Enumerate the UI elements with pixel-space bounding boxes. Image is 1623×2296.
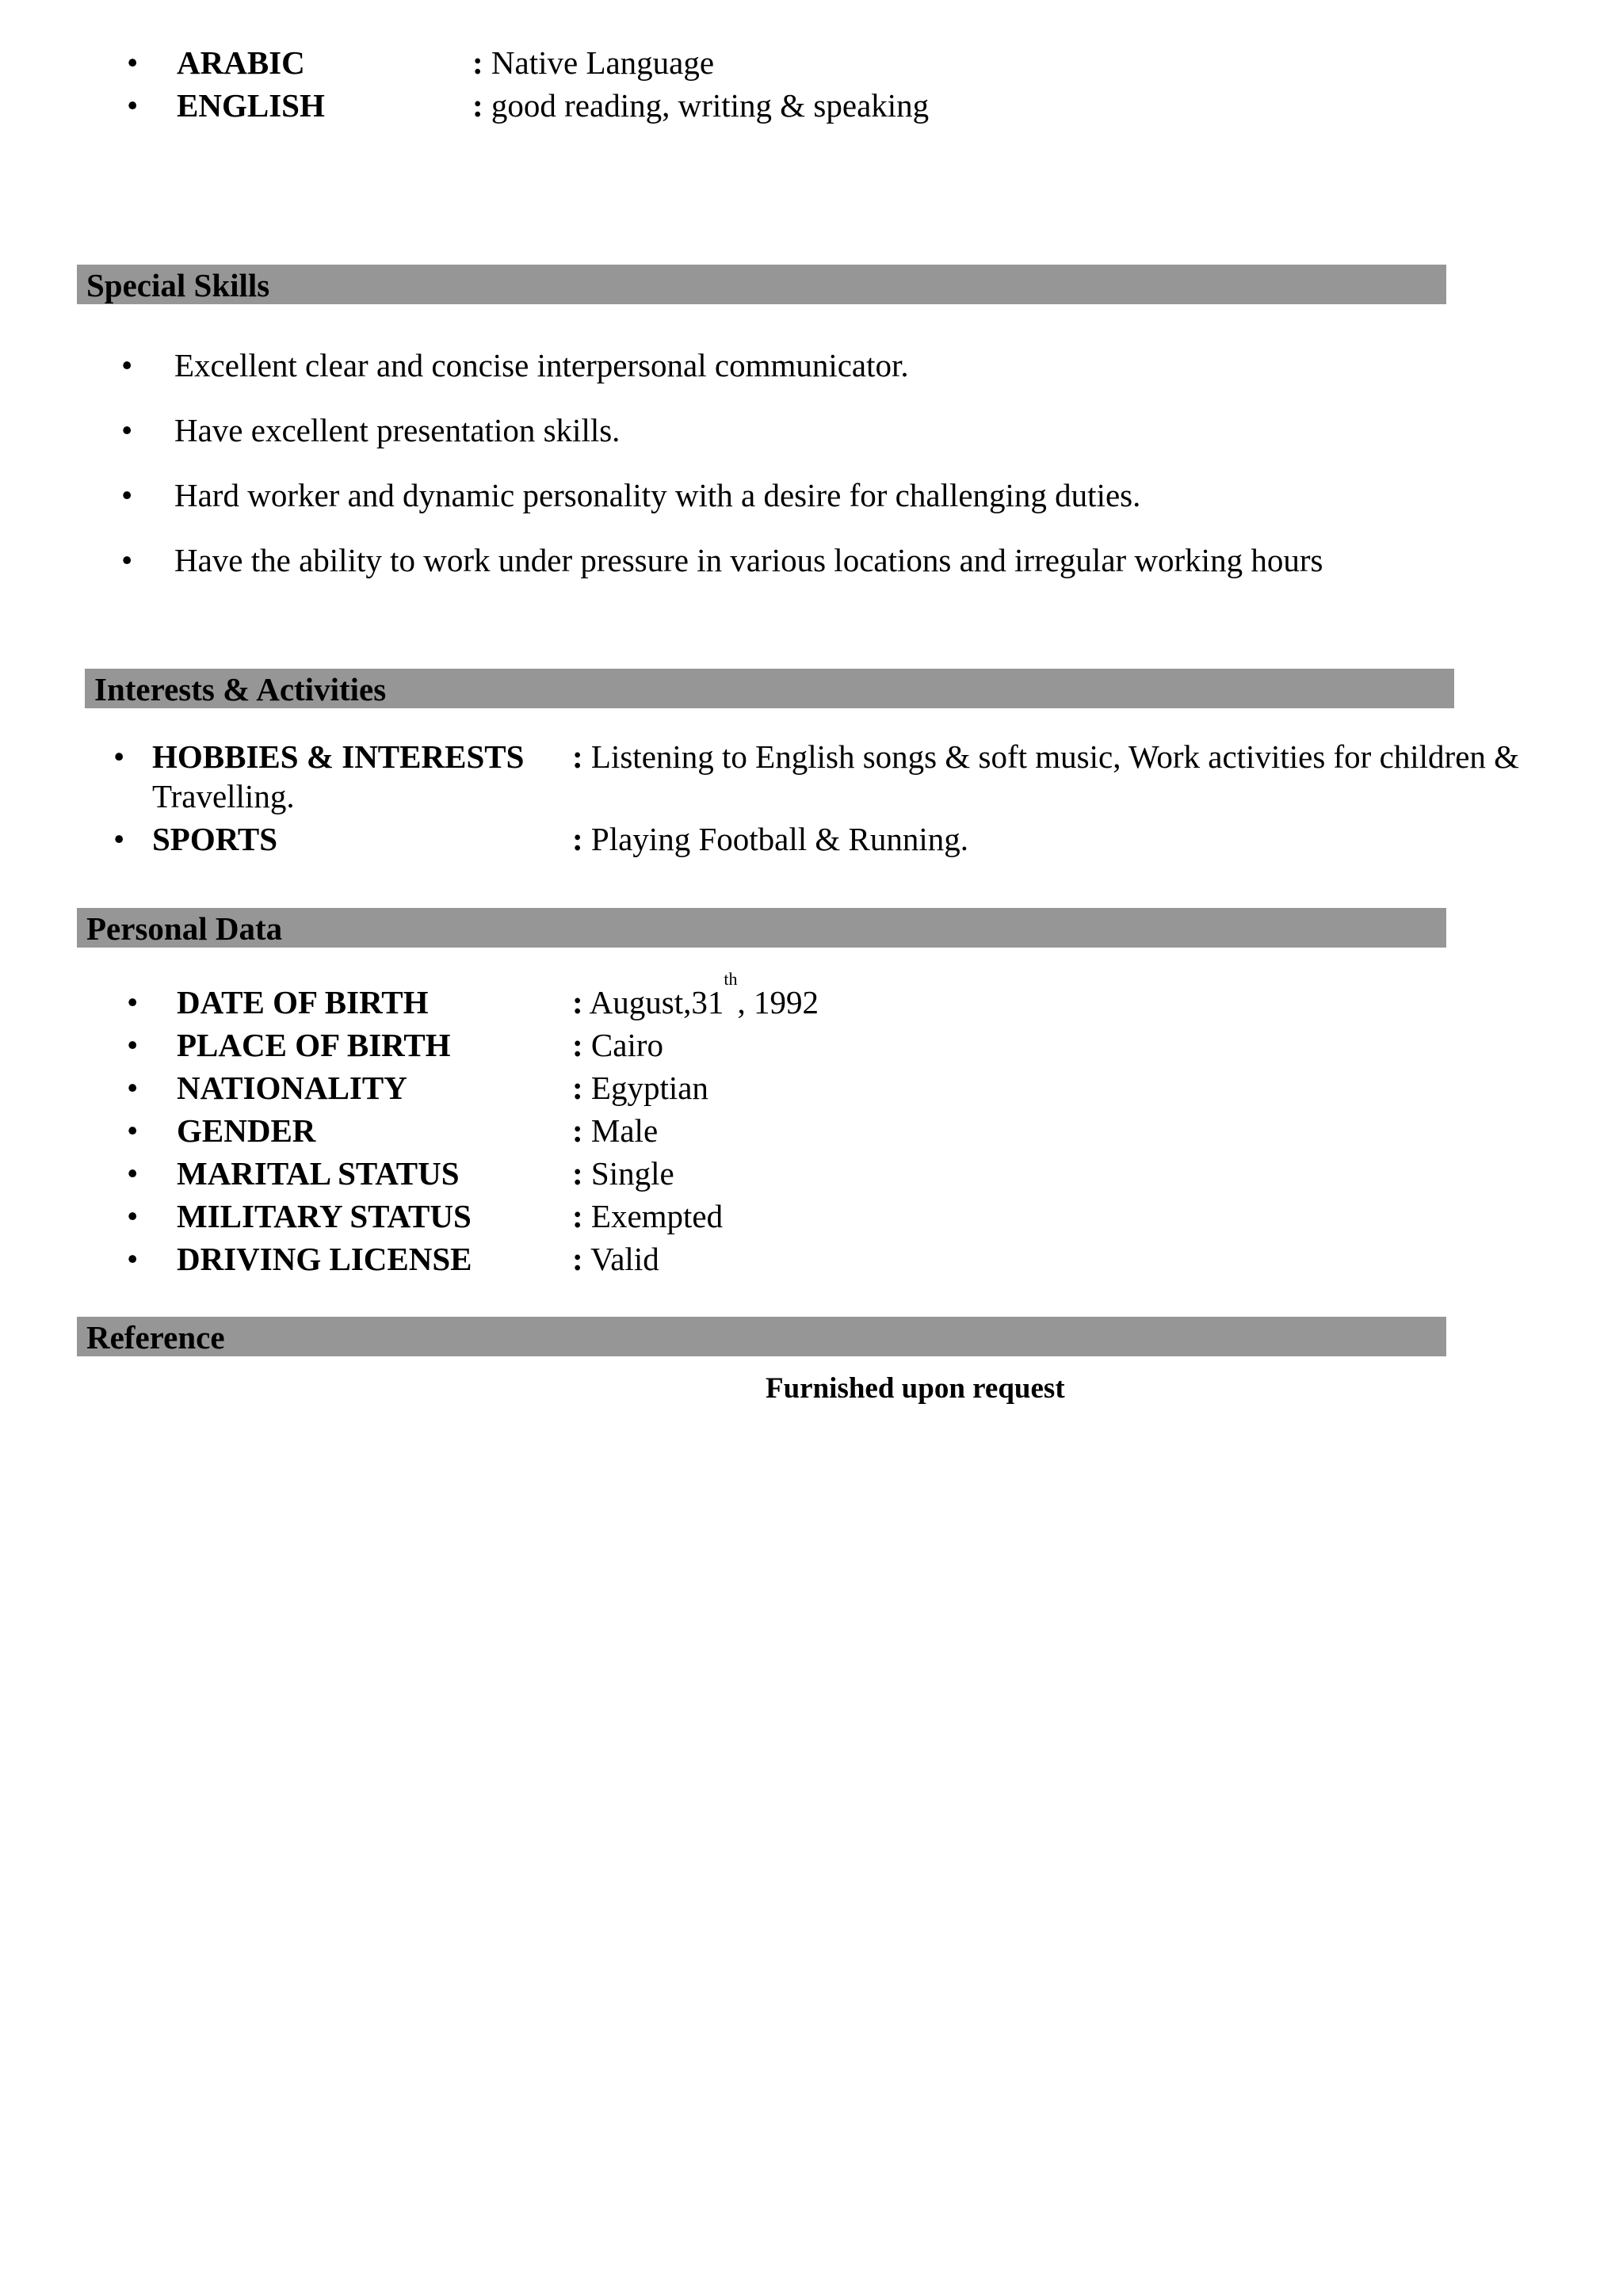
skill-text: Excellent clear and concise interpersonal communicator. <box>174 347 909 383</box>
personal-label: DRIVING LICENSE <box>177 1241 472 1277</box>
skill-text: Have the ability to work under pressure in various locations and irregular working hours <box>174 542 1323 578</box>
personal-label: MILITARY STATUS <box>177 1198 472 1234</box>
bullet-icon <box>127 982 138 1022</box>
personal-value: : Exempted <box>572 1198 724 1234</box>
section-header-reference <box>77 1317 1446 1356</box>
personal-value: : August,31th, 1992 <box>572 969 819 1020</box>
skill-text: Hard worker and dynamic personality with a desire for challenging duties. <box>174 477 1141 513</box>
bullet-icon <box>127 1025 138 1065</box>
bullet-icon <box>127 1154 138 1193</box>
personal-label: PLACE OF BIRTH <box>177 1027 451 1063</box>
section-header-personal-data <box>77 908 1446 948</box>
interest-label: HOBBIES & INTERESTS <box>152 738 525 775</box>
bullet-icon <box>127 1111 138 1150</box>
bullet-icon <box>127 43 138 82</box>
bullet-icon <box>113 819 124 859</box>
bullet-icon <box>121 475 132 515</box>
bullet-icon <box>121 345 132 385</box>
bullet-icon <box>121 410 132 450</box>
bullet-icon <box>127 1239 138 1279</box>
bullet-icon <box>127 1196 138 1236</box>
interest-value-continuation: Travelling. <box>152 778 295 814</box>
bullet-icon <box>127 86 138 125</box>
section-title: Reference <box>86 1319 225 1356</box>
personal-label: GENDER <box>177 1112 316 1149</box>
personal-label: MARITAL STATUS <box>177 1155 460 1192</box>
language-label: ARABIC <box>177 44 305 81</box>
interest-value: : Listening to English songs & soft music, Work activities for children & <box>572 738 1520 775</box>
section-header-special-skills <box>77 265 1446 304</box>
language-value: : Native Language <box>472 44 715 81</box>
section-title: Special Skills <box>86 267 270 303</box>
language-value: : good reading, writing & speaking <box>472 87 930 124</box>
reference-text: Furnished upon request <box>766 1372 1065 1405</box>
bullet-icon <box>127 1068 138 1108</box>
personal-value: : Valid <box>572 1241 659 1277</box>
personal-value: : Cairo <box>572 1027 663 1063</box>
section-title: Interests & Activities <box>94 671 387 707</box>
personal-value: : Egyptian <box>572 1070 708 1106</box>
personal-label: NATIONALITY <box>177 1070 407 1106</box>
language-label: ENGLISH <box>177 87 325 124</box>
interest-label: SPORTS <box>152 821 278 857</box>
interest-value: : Playing Football & Running. <box>572 821 968 857</box>
bullet-icon <box>121 540 132 580</box>
personal-value: : Male <box>572 1112 659 1149</box>
skill-text: Have excellent presentation skills. <box>174 412 621 448</box>
bullet-icon <box>113 737 124 776</box>
personal-label: DATE OF BIRTH <box>177 984 429 1020</box>
section-title: Personal Data <box>86 910 283 947</box>
section-header-interests <box>85 669 1454 708</box>
personal-value: : Single <box>572 1155 674 1192</box>
